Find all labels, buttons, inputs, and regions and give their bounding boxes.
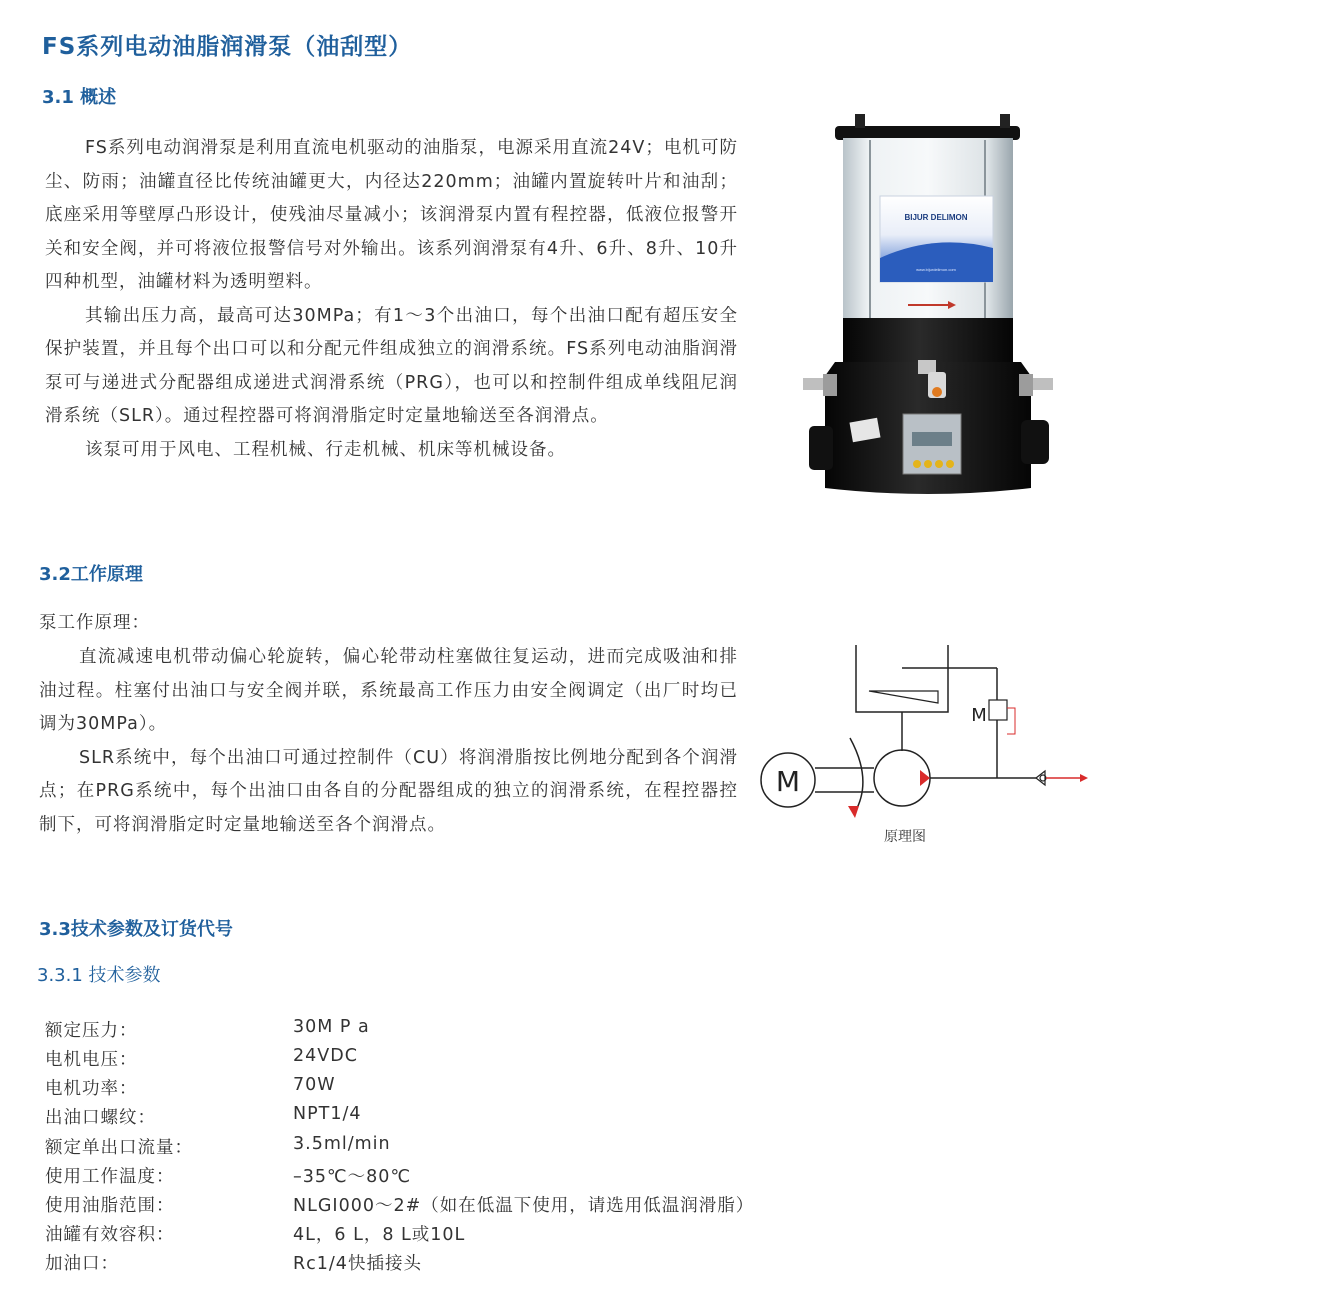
spec-value: NPT1/4 bbox=[293, 1104, 362, 1124]
principle-diagram bbox=[755, 640, 1100, 855]
spec-label: 油罐有效容积： bbox=[45, 1225, 175, 1245]
page-title: FS系列电动油脂润滑泵（油刮型） bbox=[42, 34, 413, 60]
pump-arrow-icon bbox=[920, 770, 930, 786]
overview-paragraph: 该泵可用于风电、工程机械、行走机械、机床等机械设备。 bbox=[85, 439, 566, 460]
section-heading-specs: 3.3技术参数及订货代号 bbox=[39, 919, 233, 940]
diagram-caption: 原理图 bbox=[884, 829, 926, 845]
spec-label: 加油口： bbox=[45, 1254, 119, 1274]
spec-value: 24VDC bbox=[293, 1046, 358, 1066]
overview-paragraph: FS系列电动润滑泵是利用直流电机驱动的油脂泵，电源采用直流24V；电机可防尘、防雨；油罐直径比传统油罐更大，内径达220mm；油罐内置旋转叶片和油刮；底座采用等壁厚凸形设计，使残油尽量减小；该润滑泵内置有程控器，低液位报警开关和安全阀，并可将液位报警信号对外输出。该系列润滑泵有4升、6升、8升、10升四种机型，油罐材料为透明塑料。 bbox=[45, 138, 738, 292]
principle-intro: 泵工作原理： bbox=[39, 613, 150, 633]
section-heading-principle: 3.2工作原理 bbox=[39, 564, 143, 585]
spec-value: –35℃～80℃ bbox=[293, 1167, 412, 1187]
spec-row bbox=[45, 1221, 845, 1250]
spec-label: 额定压力： bbox=[45, 1021, 138, 1041]
section-subheading-tech-params: 3.3.1 技术参数 bbox=[37, 965, 161, 986]
principle-text bbox=[39, 641, 738, 842]
product-brand-label: BIJUR DELIMON bbox=[904, 213, 968, 222]
spec-value: 30M P a bbox=[293, 1017, 370, 1037]
pump-product-image bbox=[795, 108, 1060, 503]
spec-row bbox=[45, 1192, 845, 1221]
relief-valve-symbol bbox=[989, 700, 1007, 720]
spec-value: 70W bbox=[293, 1075, 336, 1095]
principle-paragraph: 直流减速电机带动偏心轮旋转，偏心轮带动柱塞做往复运动，进而完成吸油和排油过程。柱塞付出油口与安全阀并联，系统最高工作压力由安全阀调定（出厂时均已调为30MPa）。 bbox=[39, 647, 738, 734]
spec-label: 电机电压： bbox=[45, 1050, 138, 1070]
spec-row bbox=[45, 1046, 845, 1075]
spec-label: 出油口螺纹： bbox=[45, 1108, 156, 1128]
rotation-arrow-icon bbox=[850, 738, 863, 812]
spec-row bbox=[45, 1163, 845, 1192]
spec-label: 使用工作温度： bbox=[45, 1167, 175, 1187]
relief-valve-spring-label: M bbox=[971, 705, 987, 726]
product-url-label: www.bijurdelimon.com bbox=[916, 267, 956, 272]
spec-row bbox=[45, 1134, 845, 1163]
spec-row bbox=[45, 1104, 845, 1133]
spec-label: 额定单出口流量： bbox=[45, 1138, 193, 1158]
principle-paragraph: SLR系统中，每个出油口可通过控制件（CU）将润滑脂按比例地分配到各个润滑点；在PRG系统中，每个出油口由各自的分配器组成的独立的润滑系统，在程控器控制下，可将润滑脂定时定量地输送至各个润滑点。 bbox=[39, 747, 738, 835]
spec-label: 电机功率： bbox=[45, 1079, 138, 1099]
spec-value: NLGI000～2#（如在低温下使用，请选用低温润滑脂） bbox=[293, 1196, 755, 1216]
overview-text bbox=[45, 132, 738, 467]
outlet-arrow-icon bbox=[1080, 774, 1088, 782]
overview-paragraph: 其输出压力高，最高可达30MPa；有1～3个出油口，每个出油口配有超压安全保护装置，并且每个出口可以和分配元件组成独立的润滑系统。FS系列电动油脂润滑泵可与递进式分配器组成递进式润滑系统（PRG），也可以和控制件组成单线阻尼润滑系统（SLR）。通过程控器可将润滑脂定时定量地输送至各润滑点。 bbox=[45, 305, 738, 426]
spec-value: 3.5ml/min bbox=[293, 1134, 391, 1154]
level-wedge-symbol bbox=[869, 691, 938, 703]
spec-row bbox=[45, 1017, 845, 1046]
motor-label: M bbox=[775, 765, 801, 798]
spec-label: 使用油脂范围： bbox=[45, 1196, 175, 1216]
section-heading-overview: 3.1 概述 bbox=[42, 87, 117, 108]
spec-row bbox=[45, 1250, 845, 1279]
spec-value: Rc1/4快插接头 bbox=[293, 1254, 422, 1274]
spec-row bbox=[45, 1075, 845, 1104]
spec-value: 4L，6 L，8 L或10L bbox=[293, 1225, 466, 1245]
